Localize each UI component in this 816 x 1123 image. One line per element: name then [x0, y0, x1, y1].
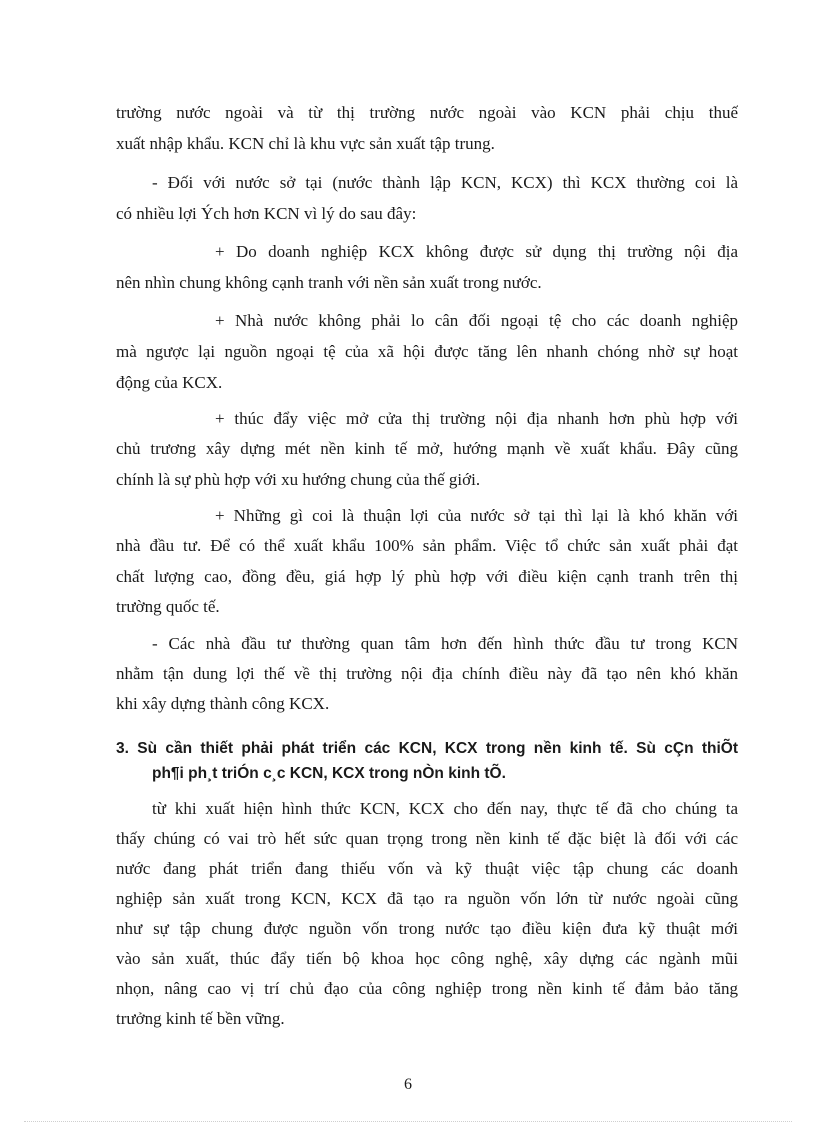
section-heading: 3. Sù cần thiết phải phát triển các KCN, KCX trong nền kinh tế. Sù cÇn thiÕt: [116, 740, 738, 757]
body-text-line: nên nhìn chung không cạnh tranh với nền sản xuất trong nước.: [116, 273, 542, 292]
body-text-line: trường nước ngoài và từ thị trường nước ngoài vào KCN phải chịu thuế: [116, 103, 738, 122]
page-bottom-divider: [24, 1121, 792, 1122]
body-text-line: từ khi xuất hiện hình thức KCN, KCX cho đến nay, thực tế đã cho chúng ta: [152, 799, 738, 818]
page-number: 6: [404, 1076, 412, 1093]
body-text-line: nghiệp sản xuất trong KCN, KCX đã tạo ra nguồn vốn lớn từ nước ngoài cũng: [116, 889, 738, 908]
body-text-line: chính là sự phù hợp với xu hướng chung của thế giới.: [116, 470, 481, 489]
body-text-line: có nhiều lợi Ých hơn KCN vì lý do sau đây:: [116, 204, 417, 223]
body-text-line: chủ trương xây dựng mét nền kinh tế mở, hướng mạnh về xuất khẩu. Đây cũng: [116, 439, 738, 458]
body-text-line: xuất nhập khẩu. KCN chỉ là khu vực sản xuất tập trung.: [116, 134, 495, 153]
body-text-line: nhà đầu tư. Để có thể xuất khẩu 100% sản phẩm. Việc tổ chức sản xuất phải đạt: [116, 536, 738, 555]
body-text-line: nhằm tận dung lợi thế về thị trường nội địa chính điều này đã tạo nên khó khăn: [116, 664, 738, 683]
body-text-line: nhọn, nâng cao vị trí chủ đạo của công nghiệp trong nền kinh tế đảm bảo tăng: [116, 979, 738, 998]
body-text-line: trường quốc tế.: [116, 597, 220, 616]
body-text-line: - Đối với nước sở tại (nước thành lập KCN, KCX) thì KCX thường coi là: [152, 173, 738, 192]
section-heading-continued: ph¶i ph¸t triÓn c¸c KCN, KCX trong nÒn kinh tÕ.: [152, 765, 506, 782]
body-text-line: vào sản xuất, thúc đẩy tiến bộ khoa học công nghệ, xây dựng các ngành mũi: [116, 949, 738, 968]
body-text-line: + Nhà nước không phải lo cân đối ngoại tệ cho các doanh nghiệp: [215, 311, 738, 330]
body-text-line: động của KCX.: [116, 373, 223, 392]
body-text-line: + thúc đẩy việc mở cửa thị trường nội địa nhanh hơn phù hợp với: [215, 409, 738, 428]
body-text-line: khi xây dựng thành công KCX.: [116, 694, 330, 713]
body-text-line: thấy chúng có vai trò hết sức quan trọng trong nền kinh tế đặc biệt là đối với các: [116, 829, 738, 848]
body-text-line: mà ngược lại nguồn ngoại tệ của xã hội được tăng lên nhanh chóng nhờ sự hoạt: [116, 342, 738, 361]
body-text-line: + Những gì coi là thuận lợi của nước sở tại thì lại là khó khăn với: [215, 506, 738, 525]
body-text-line: chất lượng cao, đồng đều, giá hợp lý phù hợp với điều kiện cạnh tranh trên thị: [116, 567, 738, 586]
body-text-line: như sự tập chung được nguồn vốn trong nước tạo điều kiện đưa kỹ thuật mới: [116, 919, 738, 938]
body-text-line: nước đang phát triển đang thiếu vốn và kỹ thuật việc tập chung các doanh: [116, 859, 738, 878]
body-text-line: - Các nhà đầu tư thường quan tâm hơn đến hình thức đầu tư trong KCN: [152, 634, 738, 653]
body-text-line: trưởng kinh tế bền vững.: [116, 1009, 285, 1028]
body-text-line: + Do doanh nghiệp KCX không được sử dụng thị trường nội địa: [215, 242, 738, 261]
